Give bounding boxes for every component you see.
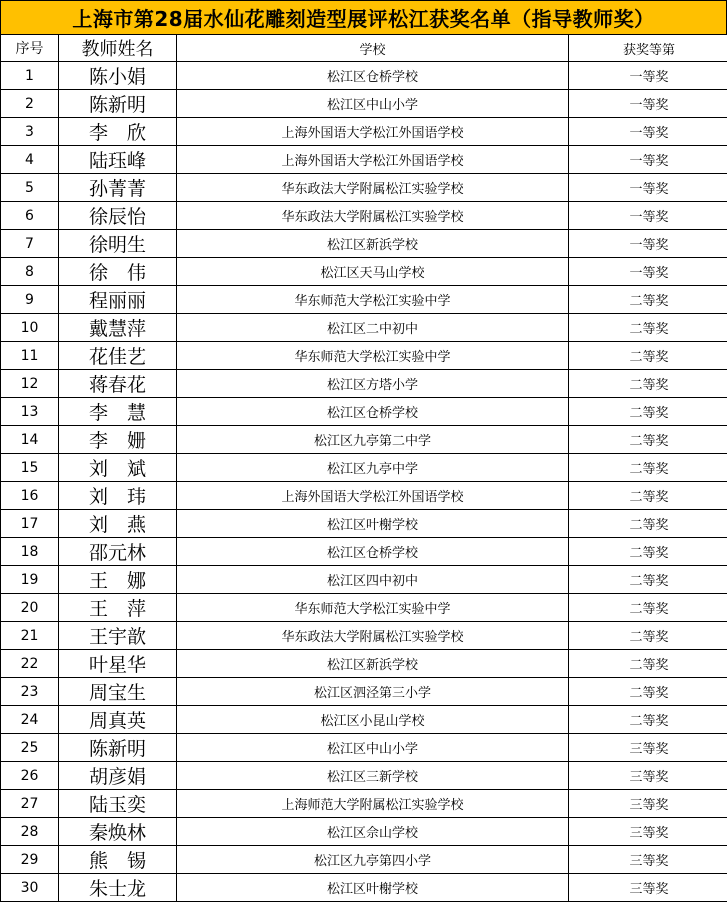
cell-school: 华东师范大学松江实验中学 — [177, 342, 569, 370]
cell-teacher-name: 周宝生 — [59, 678, 177, 706]
cell-no: 13 — [1, 398, 59, 426]
cell-prize: 二等奖 — [569, 482, 727, 510]
table-row — [1, 454, 727, 482]
cell-school: 华东政法大学附属松江实验学校 — [177, 202, 569, 230]
cell-school: 松江区新浜学校 — [177, 650, 569, 678]
cell-prize: 一等奖 — [569, 258, 727, 286]
cell-school: 松江区九亭第二中学 — [177, 426, 569, 454]
award-table — [0, 34, 727, 902]
cell-teacher-name: 邵元林 — [59, 538, 177, 566]
cell-prize: 一等奖 — [569, 202, 727, 230]
table-row — [1, 202, 727, 230]
cell-teacher-name: 朱士龙 — [59, 874, 177, 902]
cell-teacher-name: 刘 玮 — [59, 482, 177, 510]
table-row — [1, 566, 727, 594]
cell-school: 松江区九亭中学 — [177, 454, 569, 482]
cell-teacher-name: 秦焕林 — [59, 818, 177, 846]
cell-no: 14 — [1, 426, 59, 454]
cell-prize: 二等奖 — [569, 538, 727, 566]
cell-prize: 二等奖 — [569, 706, 727, 734]
cell-school: 松江区三新学校 — [177, 762, 569, 790]
cell-teacher-name: 陆玉奕 — [59, 790, 177, 818]
table-row — [1, 230, 727, 258]
cell-no: 12 — [1, 370, 59, 398]
cell-prize: 二等奖 — [569, 454, 727, 482]
table-row — [1, 734, 727, 762]
table-row — [1, 398, 727, 426]
table-row — [1, 818, 727, 846]
cell-prize: 一等奖 — [569, 230, 727, 258]
cell-teacher-name: 王宇歆 — [59, 622, 177, 650]
cell-no: 20 — [1, 594, 59, 622]
cell-prize: 二等奖 — [569, 622, 727, 650]
cell-teacher-name: 胡彦娟 — [59, 762, 177, 790]
cell-teacher-name: 周真英 — [59, 706, 177, 734]
cell-prize: 二等奖 — [569, 314, 727, 342]
table-row — [1, 706, 727, 734]
cell-school: 松江区佘山学校 — [177, 818, 569, 846]
cell-teacher-name: 刘 斌 — [59, 454, 177, 482]
table-row — [1, 314, 727, 342]
cell-prize: 三等奖 — [569, 874, 727, 902]
cell-teacher-name: 程丽丽 — [59, 286, 177, 314]
cell-no: 8 — [1, 258, 59, 286]
cell-teacher-name: 刘 燕 — [59, 510, 177, 538]
cell-teacher-name: 王 萍 — [59, 594, 177, 622]
cell-prize: 二等奖 — [569, 370, 727, 398]
cell-teacher-name: 蒋春花 — [59, 370, 177, 398]
cell-prize: 二等奖 — [569, 510, 727, 538]
header-no: 序号 — [1, 35, 59, 62]
cell-school: 松江区方塔小学 — [177, 370, 569, 398]
table-row — [1, 258, 727, 286]
cell-teacher-name: 李 慧 — [59, 398, 177, 426]
cell-no: 6 — [1, 202, 59, 230]
cell-teacher-name: 徐辰怡 — [59, 202, 177, 230]
table-row — [1, 426, 727, 454]
cell-teacher-name: 孙菁菁 — [59, 174, 177, 202]
cell-no: 17 — [1, 510, 59, 538]
cell-school: 松江区四中初中 — [177, 566, 569, 594]
table-row — [1, 790, 727, 818]
cell-school: 松江区中山小学 — [177, 90, 569, 118]
table-row — [1, 174, 727, 202]
cell-prize: 三等奖 — [569, 846, 727, 874]
table-row — [1, 118, 727, 146]
table-row — [1, 594, 727, 622]
table-row — [1, 482, 727, 510]
header-prize: 获奖等第 — [569, 35, 727, 62]
table-body — [1, 62, 727, 902]
cell-no: 10 — [1, 314, 59, 342]
cell-no: 29 — [1, 846, 59, 874]
cell-school: 松江区仓桥学校 — [177, 538, 569, 566]
cell-no: 25 — [1, 734, 59, 762]
cell-teacher-name: 熊 锡 — [59, 846, 177, 874]
cell-prize: 二等奖 — [569, 650, 727, 678]
table-row — [1, 62, 727, 90]
cell-prize: 一等奖 — [569, 146, 727, 174]
cell-school: 松江区二中初中 — [177, 314, 569, 342]
cell-prize: 三等奖 — [569, 734, 727, 762]
cell-no: 15 — [1, 454, 59, 482]
cell-no: 3 — [1, 118, 59, 146]
cell-school: 华东师范大学松江实验中学 — [177, 594, 569, 622]
cell-school: 上海外国语大学松江外国语学校 — [177, 146, 569, 174]
cell-school: 松江区仓桥学校 — [177, 398, 569, 426]
cell-school: 松江区泗泾第三小学 — [177, 678, 569, 706]
cell-prize: 二等奖 — [569, 678, 727, 706]
table-row — [1, 342, 727, 370]
cell-no: 21 — [1, 622, 59, 650]
cell-no: 16 — [1, 482, 59, 510]
cell-prize: 二等奖 — [569, 426, 727, 454]
cell-no: 22 — [1, 650, 59, 678]
cell-no: 9 — [1, 286, 59, 314]
cell-prize: 二等奖 — [569, 594, 727, 622]
header-row — [1, 35, 727, 62]
cell-teacher-name: 陈新明 — [59, 90, 177, 118]
cell-no: 2 — [1, 90, 59, 118]
cell-school: 上海师范大学附属松江实验学校 — [177, 790, 569, 818]
cell-no: 26 — [1, 762, 59, 790]
table-row — [1, 762, 727, 790]
cell-teacher-name: 陆珏峰 — [59, 146, 177, 174]
cell-teacher-name: 徐明生 — [59, 230, 177, 258]
cell-prize: 三等奖 — [569, 762, 727, 790]
table-row — [1, 90, 727, 118]
cell-no: 23 — [1, 678, 59, 706]
cell-prize: 二等奖 — [569, 286, 727, 314]
cell-prize: 一等奖 — [569, 118, 727, 146]
cell-school: 松江区新浜学校 — [177, 230, 569, 258]
cell-school: 松江区小昆山学校 — [177, 706, 569, 734]
cell-school: 华东政法大学附属松江实验学校 — [177, 174, 569, 202]
cell-prize: 三等奖 — [569, 790, 727, 818]
cell-no: 1 — [1, 62, 59, 90]
table-row — [1, 650, 727, 678]
cell-teacher-name: 李 姗 — [59, 426, 177, 454]
table-row — [1, 538, 727, 566]
header-school: 学校 — [177, 35, 569, 62]
cell-prize: 三等奖 — [569, 818, 727, 846]
cell-school: 松江区叶榭学校 — [177, 874, 569, 902]
cell-no: 7 — [1, 230, 59, 258]
cell-teacher-name: 陈小娟 — [59, 62, 177, 90]
cell-school: 松江区中山小学 — [177, 734, 569, 762]
cell-school: 华东师范大学松江实验中学 — [177, 286, 569, 314]
cell-school: 松江区天马山学校 — [177, 258, 569, 286]
cell-prize: 一等奖 — [569, 90, 727, 118]
cell-prize: 二等奖 — [569, 398, 727, 426]
cell-school: 上海外国语大学松江外国语学校 — [177, 482, 569, 510]
table-row — [1, 678, 727, 706]
cell-teacher-name: 王 娜 — [59, 566, 177, 594]
table-row — [1, 874, 727, 902]
cell-teacher-name: 叶星华 — [59, 650, 177, 678]
cell-teacher-name: 李 欣 — [59, 118, 177, 146]
cell-school: 华东政法大学附属松江实验学校 — [177, 622, 569, 650]
cell-no: 30 — [1, 874, 59, 902]
cell-teacher-name: 陈新明 — [59, 734, 177, 762]
cell-teacher-name: 戴慧萍 — [59, 314, 177, 342]
cell-prize: 一等奖 — [569, 62, 727, 90]
cell-teacher-name: 花佳艺 — [59, 342, 177, 370]
cell-no: 11 — [1, 342, 59, 370]
table-row — [1, 146, 727, 174]
sheet-title: 上海市第28届水仙花雕刻造型展评松江获奖名单（指导教师奖） — [0, 0, 727, 34]
cell-school: 松江区九亭第四小学 — [177, 846, 569, 874]
cell-prize: 二等奖 — [569, 342, 727, 370]
table-row — [1, 846, 727, 874]
table-row — [1, 370, 727, 398]
cell-school: 松江区叶榭学校 — [177, 510, 569, 538]
cell-teacher-name: 徐 伟 — [59, 258, 177, 286]
cell-no: 24 — [1, 706, 59, 734]
cell-no: 5 — [1, 174, 59, 202]
header-teacher-name: 教师姓名 — [59, 35, 177, 62]
cell-prize: 一等奖 — [569, 174, 727, 202]
cell-school: 松江区仓桥学校 — [177, 62, 569, 90]
table-row — [1, 510, 727, 538]
cell-no: 4 — [1, 146, 59, 174]
table-row — [1, 622, 727, 650]
cell-prize: 二等奖 — [569, 566, 727, 594]
table-row — [1, 286, 727, 314]
cell-no: 19 — [1, 566, 59, 594]
cell-no: 28 — [1, 818, 59, 846]
cell-no: 18 — [1, 538, 59, 566]
cell-school: 上海外国语大学松江外国语学校 — [177, 118, 569, 146]
cell-no: 27 — [1, 790, 59, 818]
